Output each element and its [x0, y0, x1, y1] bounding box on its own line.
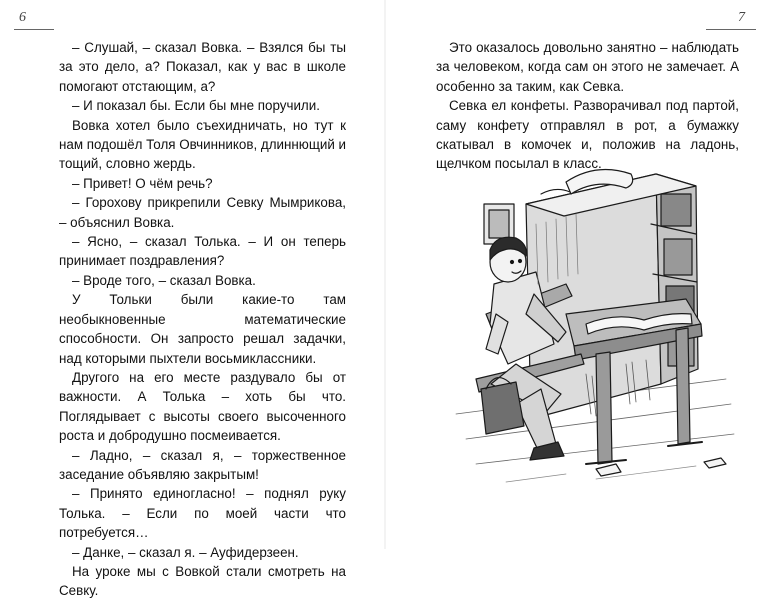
- illustration-boy-at-desk: [446, 164, 736, 484]
- paragraph: Это оказалось довольно занятно – наблюдать за человеком, когда сам он этого не замечает. А особенно за таким, как Севка.: [436, 40, 739, 94]
- paragraph: – Принято единогласно! – поднял руку Толька. – Если по моей части что потребуется…: [59, 486, 346, 541]
- left-page: [0, 0, 384, 599]
- paragraph: На уроке мы с Вовкой стали смотреть на Севку.: [59, 563, 346, 599]
- right-page-text: [436, 38, 739, 174]
- paragraph: – Ясно, – сказал Толька. – И он теперь принимает поздравления?: [59, 234, 346, 269]
- left-page-text: [59, 38, 346, 601]
- paragraph: Другого на его месте раздувало бы от важности. А Толька – хоть бы что. Поглядывает с высоты своего высоченного роста и добродушно посмеивается.: [59, 369, 346, 444]
- header-rule-right: [706, 29, 756, 30]
- paragraph: У Тольки были какие-то там необыкновенные математические способности. Он запросто решал задачки, над которыми пыхтели восьмиклассники.: [59, 292, 346, 366]
- paragraph: – Горохову прикрепили Севку Мымрикова, – объяснил Вовка.: [59, 195, 346, 230]
- page-number-left: 6: [19, 10, 26, 25]
- paragraph: – Слушай, – сказал Вовка. – Взялся бы ты за это дело, а? Показал, как у вас в школе помогают отстающим, а?: [59, 40, 346, 94]
- paragraph: Севка ел конфеты. Разворачивал под партой, саму конфету отправлял в рот, а бумажку скатывал в комочек и, положив на ладонь, щелчком посылал в класс.: [436, 98, 739, 172]
- right-page: [386, 0, 770, 549]
- paragraph: – Вроде того, – сказал Вовка.: [72, 272, 256, 288]
- header-rule-left: [14, 29, 54, 30]
- paragraph: – Ладно, – сказал я, – торжественное заседание объявляю закрытым!: [59, 447, 346, 482]
- paragraph: Вовка хотел было съехидничать, но тут к нам подошёл Толя Овчинников, длиннющий и тощий, словно жердь.: [59, 117, 347, 172]
- page-number-right: 7: [738, 10, 745, 25]
- paragraph: – Данке, – сказал я. – Ауфидерзеен.: [72, 544, 299, 560]
- paragraph: – И показал бы. Если бы мне поручили.: [72, 98, 320, 114]
- paragraph: – Привет! О чём речь?: [72, 175, 213, 191]
